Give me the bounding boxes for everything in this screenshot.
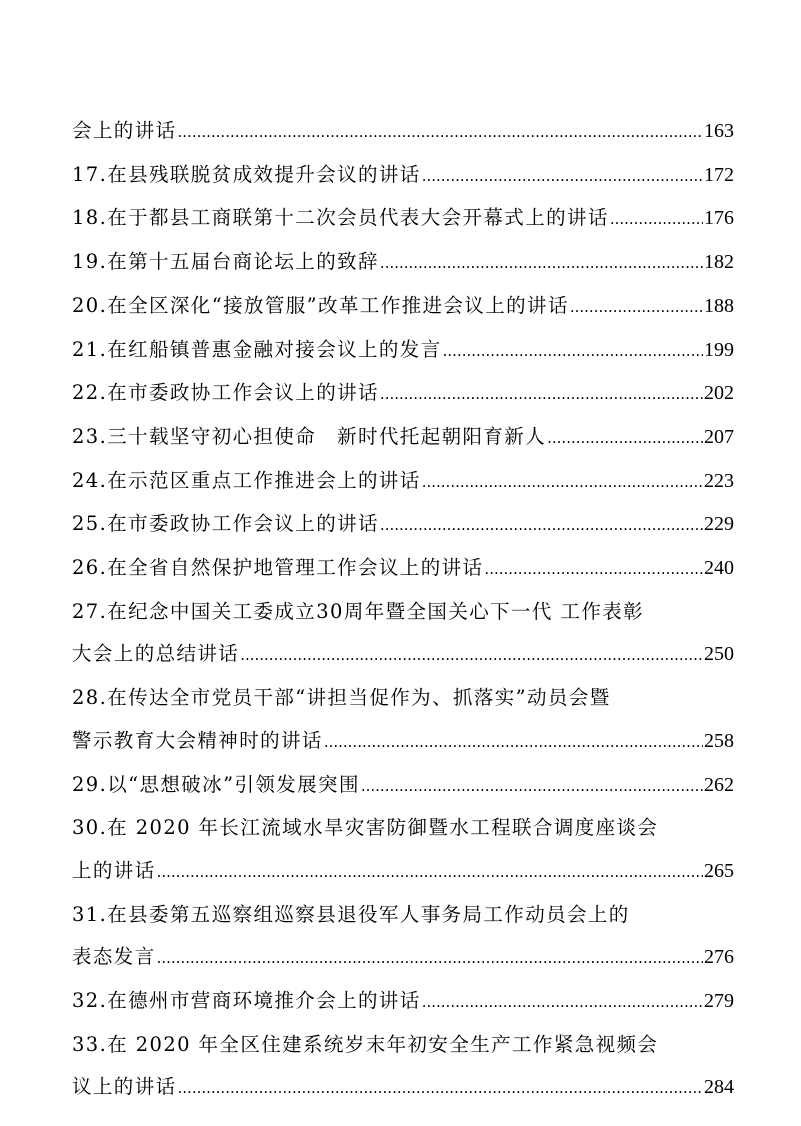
toc-entry xyxy=(72,677,734,763)
dot-leader xyxy=(240,633,703,677)
toc-entry-title: 上的讲话 xyxy=(72,858,156,882)
toc-page-number: 284 xyxy=(704,1076,734,1099)
toc-entry-title: 30.在 2020 年长江流域水旱灾害防御暨水工程联合调度座谈会 xyxy=(72,816,659,840)
toc-entry-line xyxy=(72,850,734,894)
dot-leader xyxy=(157,850,703,894)
toc-page-number: 223 xyxy=(704,469,734,492)
toc-page-number: 262 xyxy=(704,773,734,796)
toc-entry-title: 26.在全省自然保护地管理工作会议上的讲话 xyxy=(72,556,484,580)
toc-entry xyxy=(72,807,734,893)
toc-entry-line xyxy=(72,677,734,720)
toc-entry-line xyxy=(72,372,734,416)
toc-entry-line xyxy=(72,591,734,634)
toc-entry xyxy=(72,591,734,677)
toc-entry-line xyxy=(72,154,734,198)
toc-entry-title: 29.以“思想破冰”引领发展突围 xyxy=(72,772,360,796)
dot-leader xyxy=(380,372,703,416)
dot-leader xyxy=(157,936,703,980)
toc-entry xyxy=(72,372,734,416)
toc-entry xyxy=(72,241,734,285)
dot-leader xyxy=(178,110,703,154)
toc-page-number: 202 xyxy=(704,382,734,405)
toc-entry-line xyxy=(72,720,734,764)
toc-entry-line xyxy=(72,1024,734,1067)
toc-entry xyxy=(72,764,734,808)
toc-entry-title: 19.在第十五届台商论坛上的致辞 xyxy=(72,250,379,274)
toc-page-number: 265 xyxy=(704,859,734,882)
toc-page-number: 240 xyxy=(704,557,734,580)
dot-leader xyxy=(324,720,703,764)
toc-entry xyxy=(72,416,734,460)
toc-entry xyxy=(72,1024,734,1110)
toc-entry-title: 31.在县委第五巡察组巡察县退役军人事务局工作动员会上的 xyxy=(72,902,630,926)
toc-entry xyxy=(72,197,734,241)
toc-page-number: 182 xyxy=(704,251,734,274)
toc-entry-title: 会上的讲话 xyxy=(72,119,177,142)
toc-page-number: 250 xyxy=(704,643,734,666)
toc-page-number: 163 xyxy=(704,120,734,142)
toc-entry-title: 大会上的总结讲话 xyxy=(72,642,240,666)
toc-page-number: 229 xyxy=(704,513,734,536)
toc-entry xyxy=(72,285,734,329)
toc-entry-line xyxy=(72,460,734,504)
toc-entry-title: 28.在传达全市党员干部“讲担当促作为、抓落实”动员会暨 xyxy=(72,686,611,710)
toc-entry-title: 18.在于都县工商联第十二次会员代表大会开幕式上的讲话 xyxy=(72,206,609,230)
dot-leader xyxy=(422,154,703,198)
dot-leader xyxy=(443,329,703,373)
toc-page-number: 199 xyxy=(704,338,734,361)
toc-entry-line xyxy=(72,547,734,591)
toc-entry xyxy=(72,980,734,1024)
toc-page-number: 176 xyxy=(704,207,734,230)
toc-entry-line xyxy=(72,807,734,850)
toc-entry-title: 25.在市委政协工作会议上的讲话 xyxy=(72,512,379,536)
toc-entry-line xyxy=(72,1066,734,1110)
toc-entry xyxy=(72,329,734,373)
toc-entry xyxy=(72,154,734,198)
table-of-contents xyxy=(72,110,734,1110)
toc-entry-line xyxy=(72,503,734,547)
toc-entry-line xyxy=(72,764,734,808)
dot-leader xyxy=(178,1066,703,1110)
toc-entry-title: 22.在市委政协工作会议上的讲话 xyxy=(72,381,379,405)
toc-entry-title: 33.在 2020 年全区住建系统岁末年初安全生产工作紧急视频会 xyxy=(72,1032,659,1056)
toc-entry-title: 议上的讲话 xyxy=(72,1075,177,1099)
toc-page-number: 279 xyxy=(704,990,734,1013)
toc-entry-title: 23.三十载坚守初心担使命 新时代托起朝阳育新人 xyxy=(72,424,547,448)
toc-entry xyxy=(72,503,734,547)
dot-leader xyxy=(422,980,703,1024)
toc-entry xyxy=(72,894,734,980)
toc-page-number: 188 xyxy=(704,294,734,317)
toc-entry-title: 17.在县残联脱贫成效提升会议的讲话 xyxy=(72,162,421,186)
toc-entry-title: 27.在纪念中国关工委成立30周年暨全国关心下一代 工作表彰 xyxy=(72,599,645,623)
dot-leader xyxy=(361,764,703,808)
toc-entry-title: 21.在红船镇普惠金融对接会议上的发言 xyxy=(72,337,442,361)
toc-entry-title: 警示教育大会精神时的讲话 xyxy=(72,728,323,752)
dot-leader xyxy=(610,197,703,241)
dot-leader xyxy=(380,241,703,285)
toc-page-number: 276 xyxy=(704,946,734,969)
dot-leader xyxy=(484,547,703,591)
toc-entry-line xyxy=(72,241,734,285)
toc-entry-title: 32.在德州市营商环境推介会上的讲话 xyxy=(72,989,421,1013)
toc-entry-title: 表态发言 xyxy=(72,945,156,969)
toc-page-number: 207 xyxy=(704,425,734,448)
dot-leader xyxy=(422,460,703,504)
toc-entry xyxy=(72,110,734,154)
toc-entry-line xyxy=(72,110,734,154)
toc-entry-line xyxy=(72,416,734,460)
toc-entry xyxy=(72,460,734,504)
toc-entry-title: 24.在示范区重点工作推进会上的讲话 xyxy=(72,468,421,492)
toc-page-number: 258 xyxy=(704,729,734,752)
toc-entry-line xyxy=(72,633,734,677)
toc-entry-title: 20.在全区深化“接放管服”改革工作推进会议上的讲话 xyxy=(72,293,569,317)
dot-leader xyxy=(380,503,703,547)
toc-entry-line xyxy=(72,936,734,980)
toc-entry-line xyxy=(72,285,734,329)
toc-entry-line xyxy=(72,980,734,1024)
toc-entry-line xyxy=(72,197,734,241)
toc-page-number: 172 xyxy=(704,163,734,186)
dot-leader xyxy=(547,416,703,460)
toc-entry-line xyxy=(72,894,734,937)
dot-leader xyxy=(570,285,703,329)
toc-entry xyxy=(72,547,734,591)
toc-entry-line xyxy=(72,329,734,373)
